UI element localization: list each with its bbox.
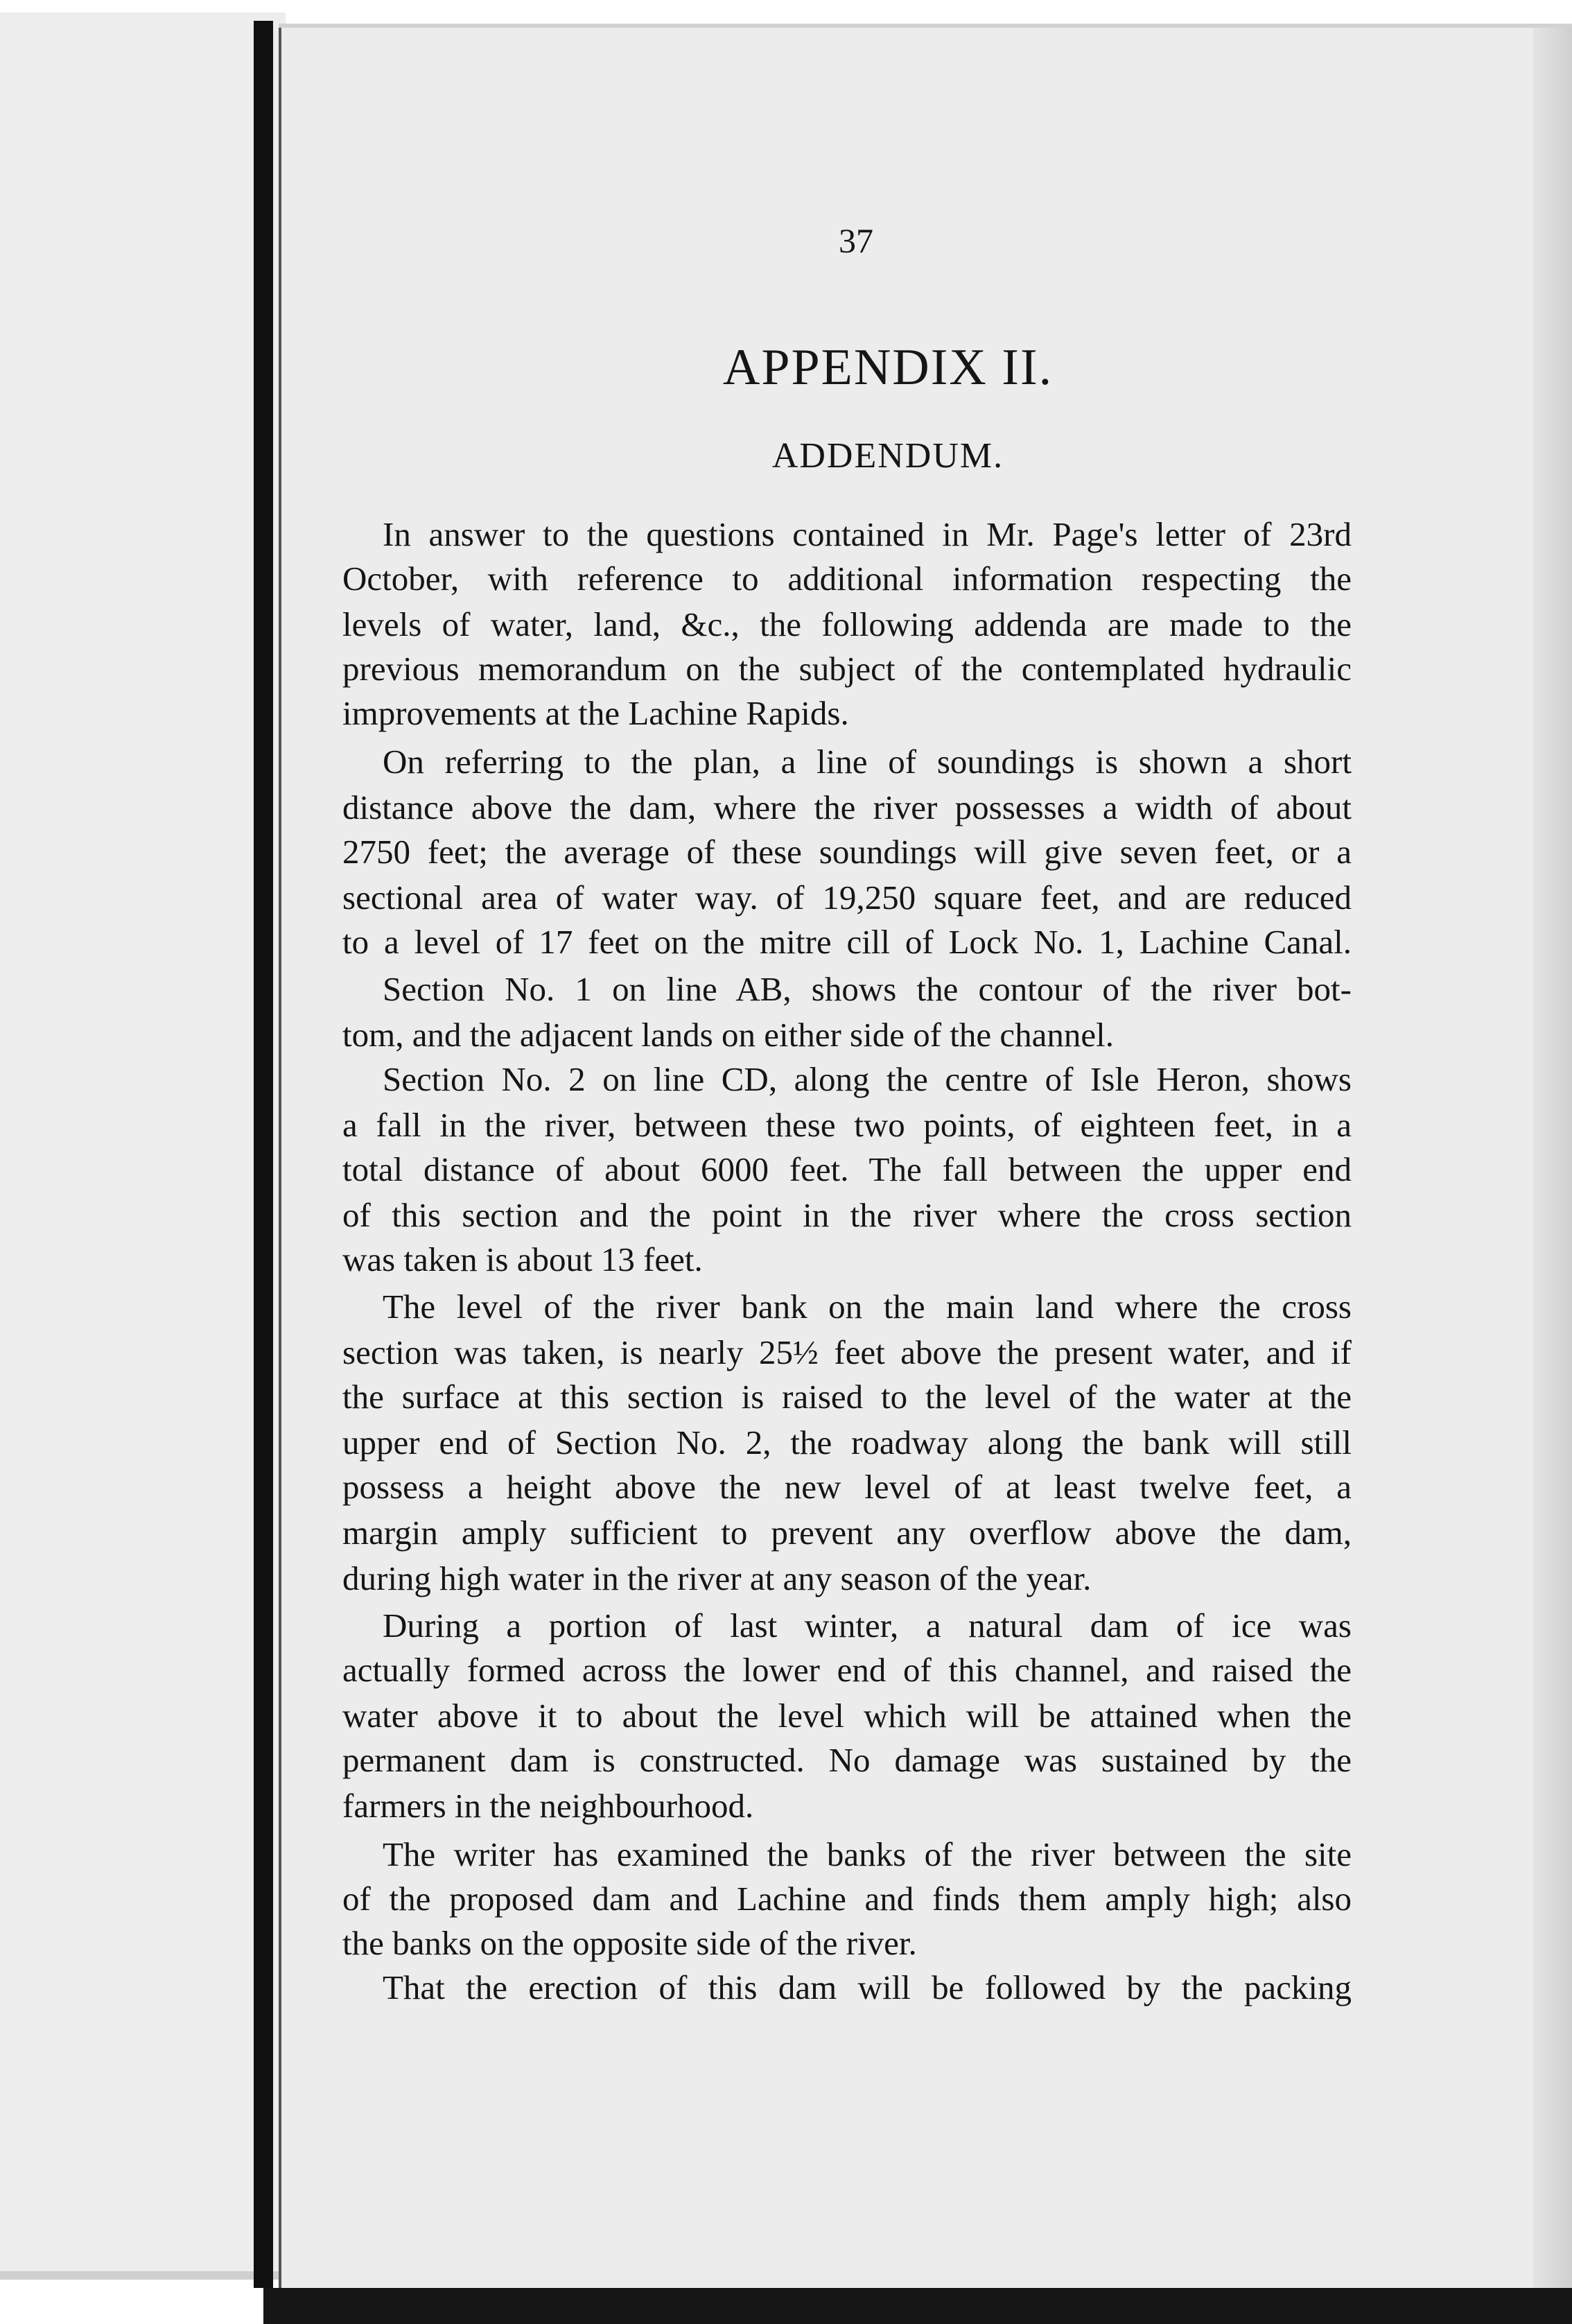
- addendum-heading: ADDENDUM.: [771, 436, 1004, 476]
- body-line: 2750 feet; the average of these soundings will give seven feet, or a: [342, 833, 1352, 871]
- page-bottom-band: [263, 2288, 1572, 2324]
- body-line: improvements at the Lachine Rapids.: [342, 694, 849, 732]
- body-line: Section No. 2 on line CD, along the centre of Isle Heron, shows: [383, 1060, 1352, 1098]
- body-line: possess a height above the new level of at least twelve feet, a: [342, 1468, 1352, 1506]
- body-line: The writer has examined the banks of the river between the site: [383, 1835, 1352, 1873]
- page-bottom-shade: [0, 2271, 286, 2280]
- body-line: The level of the river bank on the main land where the cross: [383, 1287, 1352, 1326]
- body-line: water above it to about the level which will be attained when the: [342, 1697, 1352, 1735]
- body-line: During a portion of last winter, a natural dam of ice was: [383, 1606, 1352, 1645]
- body-line: was taken is about 13 feet.: [342, 1240, 703, 1278]
- body-line: sectional area of water way. of 19,250 square feet, and are reduced: [342, 878, 1352, 917]
- body-line: actually formed across the lower end of this channel, and raised the: [342, 1651, 1352, 1689]
- body-line: a fall in the river, between these two points, of eighteen feet, in a: [342, 1106, 1352, 1144]
- body-line: of the proposed dam and Lachine and finds them amply high; also: [342, 1880, 1352, 1918]
- body-line: margin amply sufficient to prevent any overflow above the dam,: [342, 1514, 1352, 1552]
- body-line: In answer to the questions contained in Mr. Page's letter of 23rd: [383, 515, 1352, 553]
- body-line: during high water in the river at any season of the year.: [342, 1559, 1092, 1597]
- body-line: upper end of Section No. 2, the roadway along the bank will still: [342, 1423, 1352, 1462]
- body-line: to a level of 17 feet on the mitre cill of Lock No. 1, Lachine Canal.: [342, 923, 1352, 961]
- body-line: Section No. 1 on line AB, shows the contour of the river bot-: [383, 970, 1352, 1008]
- body-line: permanent dam is constructed. No damage was sustained by the: [342, 1741, 1352, 1779]
- body-line: the banks on the opposite side of the river.: [342, 1924, 917, 1962]
- appendix-title: APPENDIX II.: [722, 339, 1054, 396]
- body-line: tom, and the adjacent lands on either side of the channel.: [342, 1016, 1115, 1054]
- body-line: distance above the dam, where the river possesses a width of about: [342, 788, 1352, 826]
- body-line: the surface at this section is raised to the level of the water at the: [342, 1378, 1352, 1416]
- body-line: October, with reference to additional information respecting the: [342, 560, 1352, 598]
- body-line: levels of water, land, &c., the following addenda are made to the: [342, 605, 1352, 643]
- body-line: previous memorandum on the subject of the contemplated hydraulic: [342, 650, 1352, 688]
- body-line: That the erection of this dam will be followed by the packing: [383, 1968, 1352, 2006]
- body-line: section was taken, is nearly 25½ feet above the present water, and if: [342, 1333, 1352, 1371]
- page-number: 37: [839, 221, 873, 260]
- body-line: farmers in the neighbourhood.: [342, 1787, 754, 1825]
- body-line: of this section and the point in the river where the cross section: [342, 1196, 1352, 1234]
- body-line: On referring to the plan, a line of soundings is shown a short: [383, 743, 1352, 781]
- body-line: total distance of about 6000 feet. The fall between the upper end: [342, 1150, 1352, 1188]
